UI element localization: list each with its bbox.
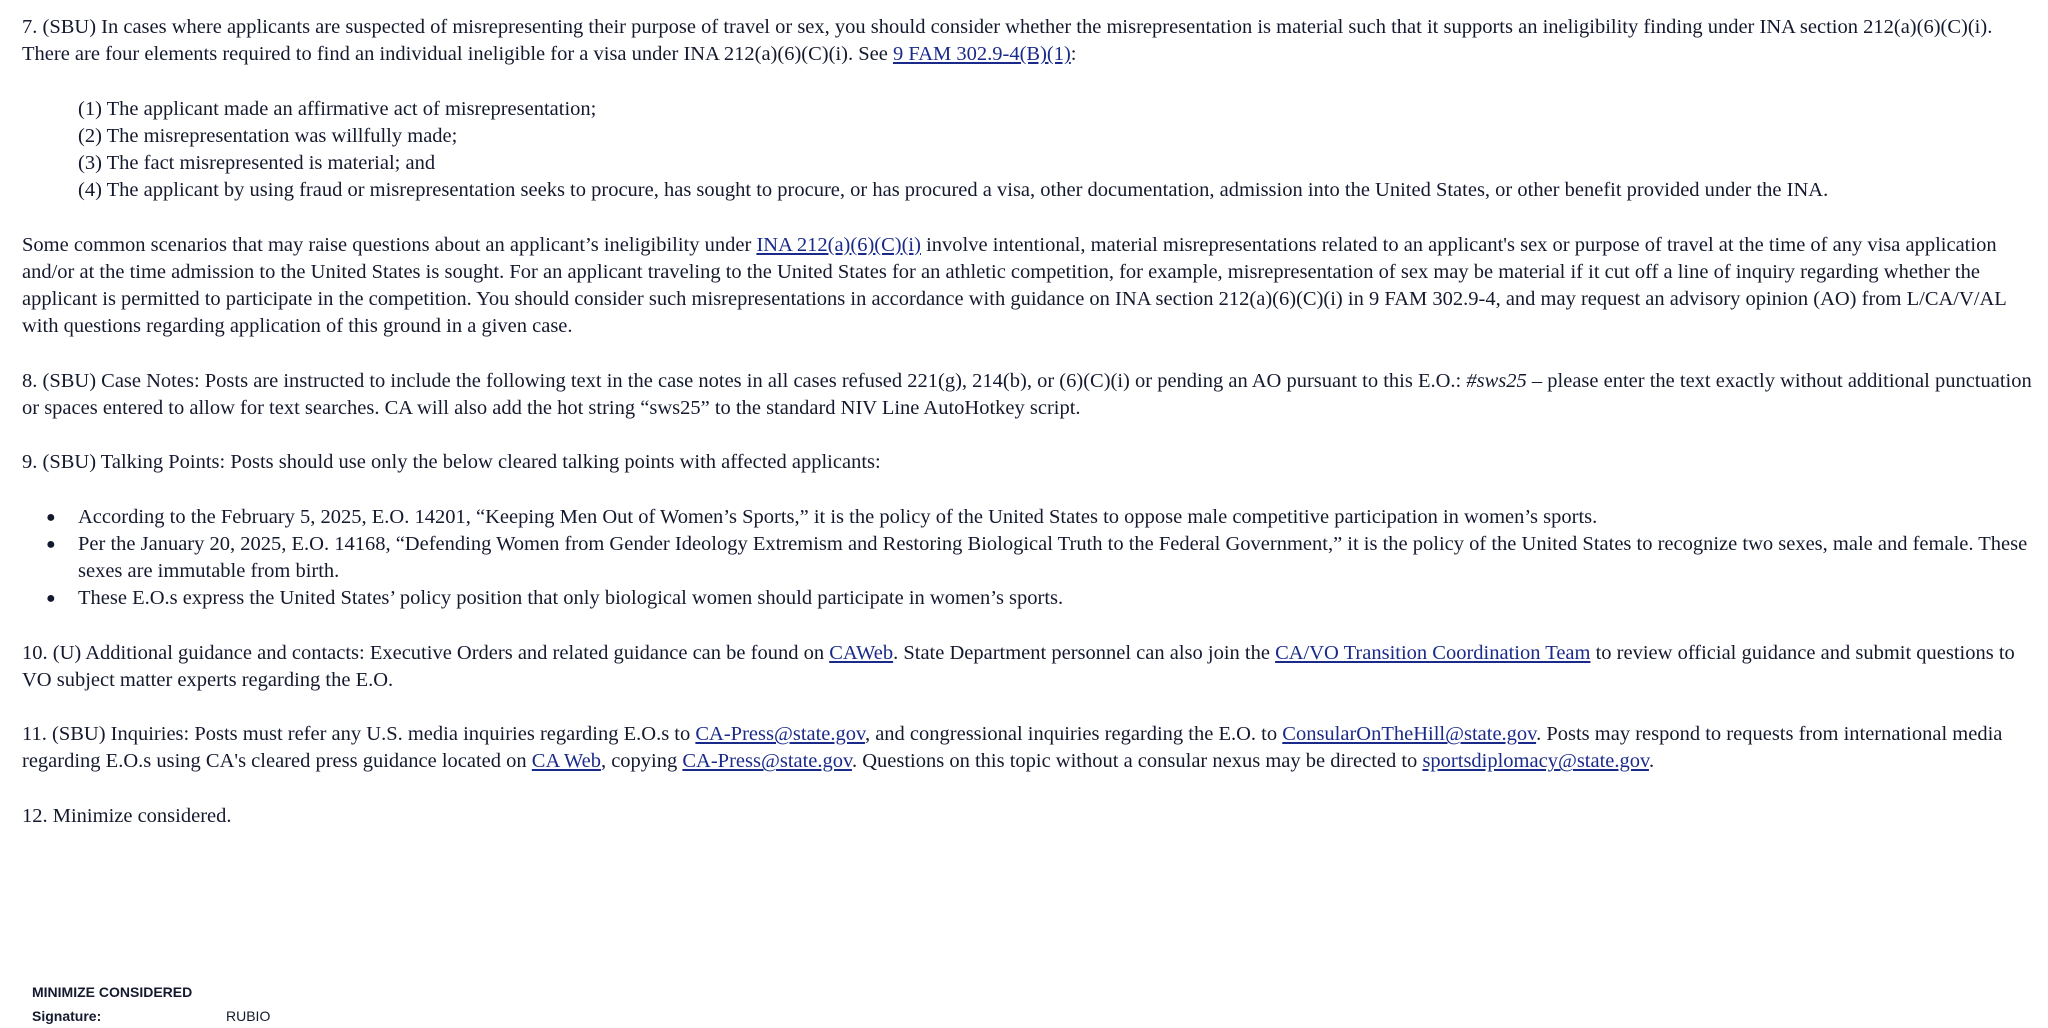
paragraph-10-text-c: to review official guidance and submit questions to VO subject matter experts regarding the E.O. xyxy=(22,641,2015,691)
talking-point-2 xyxy=(22,531,2032,585)
paragraph-11-text-f: . xyxy=(1648,750,1655,773)
talking-point-text: According to the February 5, 2025, E.O. 14201, “Keeping Men Out of Women’s Sports,” it is the policy of the United States to oppose male competitive participation in women’s sports. xyxy=(78,505,1598,528)
bullet-icon: ● xyxy=(46,535,56,553)
talking-point-3 xyxy=(22,585,2032,612)
ca-press-email-link-2[interactable]: CA-Press@state.gov xyxy=(682,750,852,773)
minimize-considered-label: MINIMIZE CONSIDERED xyxy=(32,984,193,1000)
paragraph-9: 9. (SBU) Talking Points: Posts should use only the below cleared talking points with affected applicants: xyxy=(22,451,881,474)
bullet-icon: ● xyxy=(46,590,56,608)
scenarios-text-b: involve intentional, material misrepresentations related to an applicant's sex or purpose of travel at the time of any visa application and/or at the time admission to the United States is sought. For an applicant traveling to the United States for an athletic competition, for example, misrepresentation of sex may be material if it cut off a line of inquiry regarding whether the applicant is permitted to participate in the competition. You should consider such misrepresentations in accordance with guidance on INA section 212(a)(6)(C)(i) in 9 FAM 302.9-4, and may request an advisory opinion (AO) from L/CA/V/AL with questions regarding application of this ground in a given case. xyxy=(22,233,2007,338)
talking-point-text: Per the January 20, 2025, E.O. 14168, “Defending Women from Gender Ideology Extremism and Restoring Biological Truth to the Federal Government,” it is the policy of the United States to recognize two sexes, male and female. These sexes are immutable from birth. xyxy=(78,532,2028,582)
consular-hill-email-link[interactable]: ConsularOnTheHill@state.gov xyxy=(1282,723,1537,746)
paragraph-10-text-a: 10. (U) Additional guidance and contacts: Executive Orders and related guidance can be found on xyxy=(22,641,830,664)
signature-label: Signature: xyxy=(32,1008,102,1024)
bullet-icon: ● xyxy=(46,508,56,526)
paragraph-7-colon: : xyxy=(1070,43,1077,66)
paragraph-8-text-b: – please enter the text exactly without additional punctuation or spaces entered to allow for text searches. CA will also add the hot string “sws25” to the standard NIV Line AutoHotkey script. xyxy=(22,369,2032,419)
paragraph-8-text-a: 8. (SBU) Case Notes: Posts are instructed to include the following text in the case notes in all cases refused 221(g), 214(b), or (6)(C)(i) or pending an AO pursuant to this E.O.: xyxy=(22,369,1467,392)
paragraph-12: 12. Minimize considered. xyxy=(22,804,232,827)
talking-point-text: These E.O.s express the United States’ policy position that only biological women should participate in women’s sports. xyxy=(78,587,1064,610)
paragraph-10-text-b: . State Department personnel can also join the xyxy=(893,641,1276,664)
paragraph-7-text: 7. (SBU) In cases where applicants are suspected of misrepresenting their purpose of travel or sex, you should consider whether the misrepresentation is material such that it supports an ineligibility finding under INA section 212(a)(6)(C)(i). There are four elements required to find an individual ineligible for a visa under INA 212(a)(6)(C)(i). See xyxy=(22,16,1993,66)
transition-team-link[interactable]: CA/VO Transition Coordination Team xyxy=(1275,641,1591,664)
paragraph-11-text-d: , copying xyxy=(600,750,683,773)
element-item-4: (4) The applicant by using fraud or misrepresentation seeks to procure, has sought to procure, or has procured a visa, other documentation, admission into the United States, or other benefit provided under the INA. xyxy=(78,179,1829,202)
element-item-1: (1) The applicant made an affirmative act of misrepresentation; xyxy=(78,97,597,120)
case-note-code: #sws25 xyxy=(1466,369,1527,392)
paragraph-8 xyxy=(22,368,2032,422)
paragraph-7 xyxy=(22,14,2032,68)
fam-reference-link[interactable]: 9 FAM 302.9-4(B)(1) xyxy=(892,43,1071,66)
cable-footer xyxy=(32,980,270,1028)
talking-point-1 xyxy=(22,504,2032,531)
element-item-2: (2) The misrepresentation was willfully made; xyxy=(78,124,458,147)
paragraph-11 xyxy=(22,721,2032,775)
paragraph-11-text-b: , and congressional inquiries regarding the E.O. to xyxy=(864,723,1283,746)
scenarios-paragraph xyxy=(22,232,2032,341)
paragraph-10 xyxy=(22,640,2032,694)
caweb-link[interactable]: CAWeb xyxy=(829,641,894,664)
paragraph-11-text-c: . Posts may respond to requests from international media regarding E.O.s using CA's cleared press guidance located on xyxy=(22,723,2003,773)
paragraph-11-text-a: 11. (SBU) Inquiries: Posts must refer any U.S. media inquiries regarding E.O.s to xyxy=(22,723,696,746)
scenarios-text-a: Some common scenarios that may raise questions about an applicant’s ineligibility under xyxy=(22,233,757,256)
signature-value: RUBIO xyxy=(226,1008,271,1024)
paragraph-11-text-e: . Questions on this topic without a consular nexus may be directed to xyxy=(851,750,1423,773)
ca-web-link[interactable]: CA Web xyxy=(531,750,601,773)
element-item-3: (3) The fact misrepresented is material; and xyxy=(78,152,436,174)
sports-diplomacy-email-link[interactable]: sportsdiplomacy@state.gov xyxy=(1422,750,1649,773)
signature-row xyxy=(32,1004,270,1028)
ca-press-email-link[interactable]: CA-Press@state.gov xyxy=(695,723,865,746)
talking-points-list xyxy=(22,504,2032,613)
cable-body xyxy=(22,14,2032,857)
ina-reference-link[interactable]: INA 212(a)(6)(C)(i) xyxy=(756,233,921,256)
ineligibility-elements-list xyxy=(22,96,2032,205)
